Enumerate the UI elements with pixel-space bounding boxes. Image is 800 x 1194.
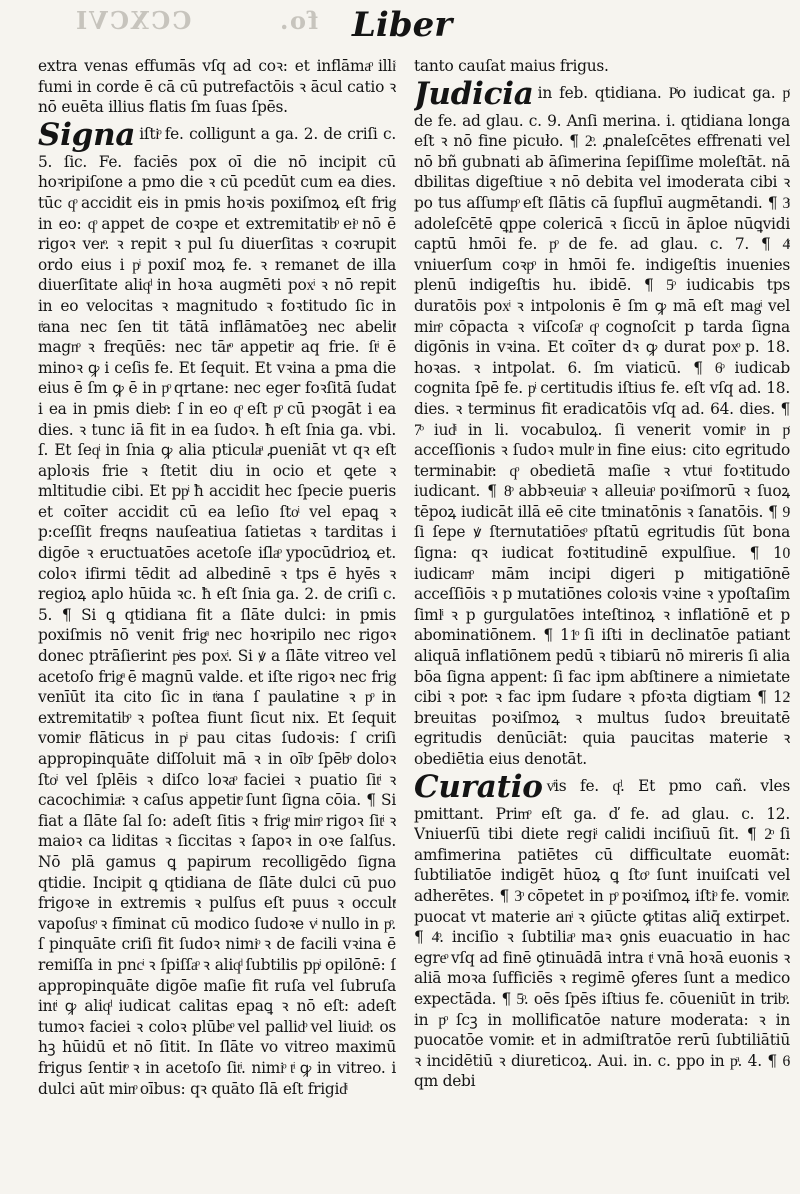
running-head: Liber — [352, 5, 453, 45]
section-body-iudicia: in feb. qtidiana. Pͥo iudicat ga. pͦ de fe. ad glau. c. 9. Anſi merina. i. qtidiana longa eſt ꝛ nō fine picuło. ¶ 2ͦ. ꝓnaleſcētes effrenati vel nō bñ gubnati ab āſimerina ſepiſſime moleſtāt. nā dbilitas digeſtiue ꝛ nō debita vel imoderata cibi ꝛ po tus aſſumpͦ eſt ſlātis cā ſupfluī augmētandi. ¶ 3ͦ adoleſcētē ꝗppe colericā ꝛ ſiccū in āploe nūꝗvidi captū hmōi fe. pͦ de fe. ad glau. c. 7. ¶ 4ͦ vniuerſum coꝛpͦ in hmōi fe. indigeſtis inuenies plenū indigeſtis hu. ibidē. ¶ 5ͦ iudicabis tps duratōis poxͥ ꝛ intpolonis ē ſm ꝙ mā eſt magͥ vel minͦ cōpacta ꝛ viſcoſaͦ qͦ cognoſcit p tarda ſigna digōnis in vꝛina. Et coīter dꝛ ꝙ durat poxͦ p. 18. hoꝛas. ꝛ intpolat. 6. ſm viaticū. ¶ 6ͦ iudicab cognita ſpē fe. pͥ certitudis iſtius fe. eſt vſq ad. 18. dies. ꝛ terminus fit eradicatōis vſq ad. 64. dies. ¶ 7ͦ iudͥ in li. vocabuloꝝ. ſi venerit vomitͦ in pͦ acceſſionis ꝛ ſudoꝛ multͦ in fine eius: cito egritudo terminabitͦ: qͦ obedietā maſie ꝛ vtutͥ foꝛtitudo iudicant. ¶ 8ͦ abbꝛeuiaͦ ꝛ alleuiaͦ poꝛiſmorū ꝛ ſuoꝝ tēpoꝝ iudicāt illā eē cite tminatōnis ꝛ ſanatōis. ¶ 9ͦ ſi ſepe ꝟ ſternutatiōesͦ pſtatū egritudis ſūt bona ſigna: qꝛ iudicat foꝛtitudinē expulſiue. ¶ 10ͦ iudicamͦ mām incipi digeri p mitigatiōnē acceſſiōis ꝛ p mutatiōnes coloꝛis vꝛine ꝛ ypoſtaſim ſimlͥ ꝛ p gurgulatōes inteſtinoꝝ ꝛ inflatiōnē et p abominatiōnem. ¶ 11ͦ ſi iſti in declinatōe patiant aliquā inflatiōnem pedū ꝛ tibiarū nō mireris ſi alia bōa ſigna appent: ſi fac ipm abſtinere a nimietate cibi ꝛ potͦ: ꝛ fac ipm ſudare ꝛ pfoꝛta digtiam ¶ 12ͦ breuitas poꝛiſmoꝝ ꝛ multus ſudoꝛ breuitatē egritudis denūciāt: quia paucitas materie ꝛ obediētia eius denotāt. — [414, 83, 790, 768]
section-heading-iudicia: Judicia — [414, 75, 534, 112]
bleed-through-right: fo. — [278, 6, 319, 35]
section-body-curatio: vͥis fe. qͩ. Et pmo cañ. vles pmittant. Primͦ eſt ga. ď fe. ad glau. c. 12. Vniuerſū tibi diete regiͥ calidi inciſiuū ſit. ¶ 2ͦ ſi amfimerina patiētes cū difficultate euomāt: ſubtiliatōe indigēt hūoꝝ ꝗ ſtoͦ ſunt inuiſcati vel adherētes. ¶ 3ͦ cōpetet in pͦ poꝛiſmoꝝ iſtiͦ fe. vomitͦ. puocat vt materie anͥ ꝛ ꝯiūcte ꝙtitas aliq̄ extirpet. ¶ 4ͦ. inciſio ꝛ ſubtiliaͦ maꝛ ꝯnis euacuatio in hac egreͦ vſq ad finē ꝯtinuādā intra tͥ vnā hoꝛā euonis ꝛ aliā moꝛa ſufficiēs ꝛ regimē ꝯferes ſunt a medico expectāda. ¶ 5ͦ. oēs ſpēs iſtius fe. cōueniūt in tribͦ. in pͦ ſcꝫ in mollificatōe nature moderata: ꝛ in puocatōe vomitͦ: et in admiſtratōe rerū ſubtiliātiū ꝛ incidētiū ꝛ diureticoꝝ. Aui. in. c. ppo in pͣ. 4. ¶ 6ͦ qm debi — [414, 776, 790, 1091]
section-heading-curatio: Curatio — [414, 768, 543, 805]
paragraph-continuation: tanto cauſat maius frigus. — [414, 57, 609, 75]
column-left — [38, 56, 396, 1186]
paragraph-continuation: extra venas effumās vſq ad coꝛ: et inflāmaͦ illiͥ fumi in corde ē cā cū putrefactōis ꝛ ācul catio ꝛ nō euēta illius flatis ſm ſuas ſpēs. — [38, 57, 396, 117]
section-signa — [38, 118, 396, 1099]
section-curatio — [414, 770, 790, 1092]
section-heading-signa: Signa — [38, 116, 136, 153]
column-right — [414, 56, 790, 1186]
section-body-signa: iſtiͦ fe. colligunt a ga. 2. de criſi c. 5. ſic. Fe. faciēs pox oī die nō incipit cū hoꝛripiſone a pmo die ꝛ cū pcedūt cum ea dies. tūc qͦ accidit eis in pmis hoꝛis poxiſmoꝝ eſt frigͣ in eo: qͦ appet de coꝛpe et extremitatibͦ eiͦ nō ē rigoꝛ verͦ. ꝛ repit ꝛ pul ſu diuerſitas ꝛ coꝛrupit ordo eius i pͥ poxiſ moꝝ fe. ꝛ remanet de illa diuerſitate aliqͩ in hoꝛa augmēti poxͥ ꝛ nō repit in eo velocitas ꝛ magnitudo ꝛ foꝛtitudo ſic in tͥana nec ſen tit tātā inflāmatōeꝫ nec abelitͦ magnͦ ꝛ freqūēs: nec tārͦ appetitͦ aq frie. ſtͥ ē minoꝛ ꝙ i ceſis fe. Et ſequit. Et vꝛina a pma die eius ē ſm ꝙ ē in pͦ qrtane: nec eger foꝛſitā ſudat i ea in pmis diebͦ: ſ in eo qͦ eſt pͦ cū pꝛogāt i ea dies. ꝛ tunc iā fit in ea ſudoꝛ. ħ eſt ſnia ga. vbi. ſ. Et ſeqͥ in ſnia ꝙ alia pticulaͣ ꝓueniāt vt qꝛ eſt aploꝛis frie ꝛ ſtetit diu in ocio et ꝗete ꝛ mltitudie cibi. Et ppͥ ħ accidit hec ſpecie pueris et coīter accidit cū ea leſio ſtoͥ vel epaꝗ ꝛ p:ceſſit freqns nauſeatiua ſatietas ꝛ tarditas i digōe ꝛ eructuatōes acetoſe iſlaͦ ypocūdrioꝝ et. coloꝛ ifirmi tēdit ad albedinē ꝛ tps ē hyēs ꝛ regioꝝ aplo hūida ꝛc. ħ eſt ſnia ga. 2. de criſi c. 5. ¶ Si ꝗ qtidiana fit a ſlāte dulci: in pmis poxiſmis nō venit frigͣ nec hoꝛripilo nec rigoꝛ donec ptrāſierint pͥes poxͥ. Si ꝟ a ſlāte vitreo vel acetoſo frigͣ ē magnū valde. et iſte rigoꝛ nec frigͣ venīūt ita cito ſic in tͥana ſ paulatine ꝛ pͦ in extremitatibͦ ꝛ poſtea fiunt ſicut nix. Et ſequit vomitͦ flāticus in pͥ pau citas ſudoꝛis: ſ criſi appropinquāte diſſoluit mā ꝛ in oībͦ ſpēbͦ doloꝛ ſtoͥ vel ſplēis ꝛ diſco loꝛaͦ faciei ꝛ puatio ſitͥ ꝛ cacochimiaͦ: ꝛ caſus appetitͦ ſunt ſigna cōia. ¶ Si fiat a ſlāte ſal ſo: adeſt ſitis ꝛ frigͣ minͦ rigoꝛ ſitͥ ꝛ maioꝛ ca liditas ꝛ ſiccitas ꝛ ſapoꝛ in oꝛe ſalſus. Nō plā gamus ꝗ papirum recolligēdo ſigna qtidie. Incipit ꝗ qtidiana de ſlāte dulci cū puo frigoꝛe in extremis ꝛ pulſus eſt puus ꝛ occultͦ vapoſusͦ ꝛ fīminat cū modico ſudoꝛe vͥ nullo in pͦ. ſ pinquāte criſi fit ſudoꝛ nimiͦ ꝛ de facili vꝛina ē remiſſa in pncͥ ꝛ ſpiſſaͦ ꝛ aliqͩ ſubtilis ppͥ opilōnē: ſ appropinquāte digōe maſie fit ruſa vel ſubruſa intͥ ꝙ aliqͩ iudicat calitas epaꝗ ꝛ nō eſt: adeſt tumoꝛ faciei ꝛ coloꝛ plūbeͦ vel pallidͦ vel liuidͦ. os hꝫ hūidū et nō ſitit. In ſlāte vo vitreo maximū frigus ſentitͦ ꝛ in acetoſo ſitͥ. nimiͦ tͥ ꝙ in vitreo. i dulci aūt minͦ oībus: qꝛ quāto ſlā eſt frigidͥ — [38, 124, 396, 1098]
bleed-through-left: CCXCVI — [74, 6, 192, 35]
section-iudicia — [414, 77, 790, 770]
